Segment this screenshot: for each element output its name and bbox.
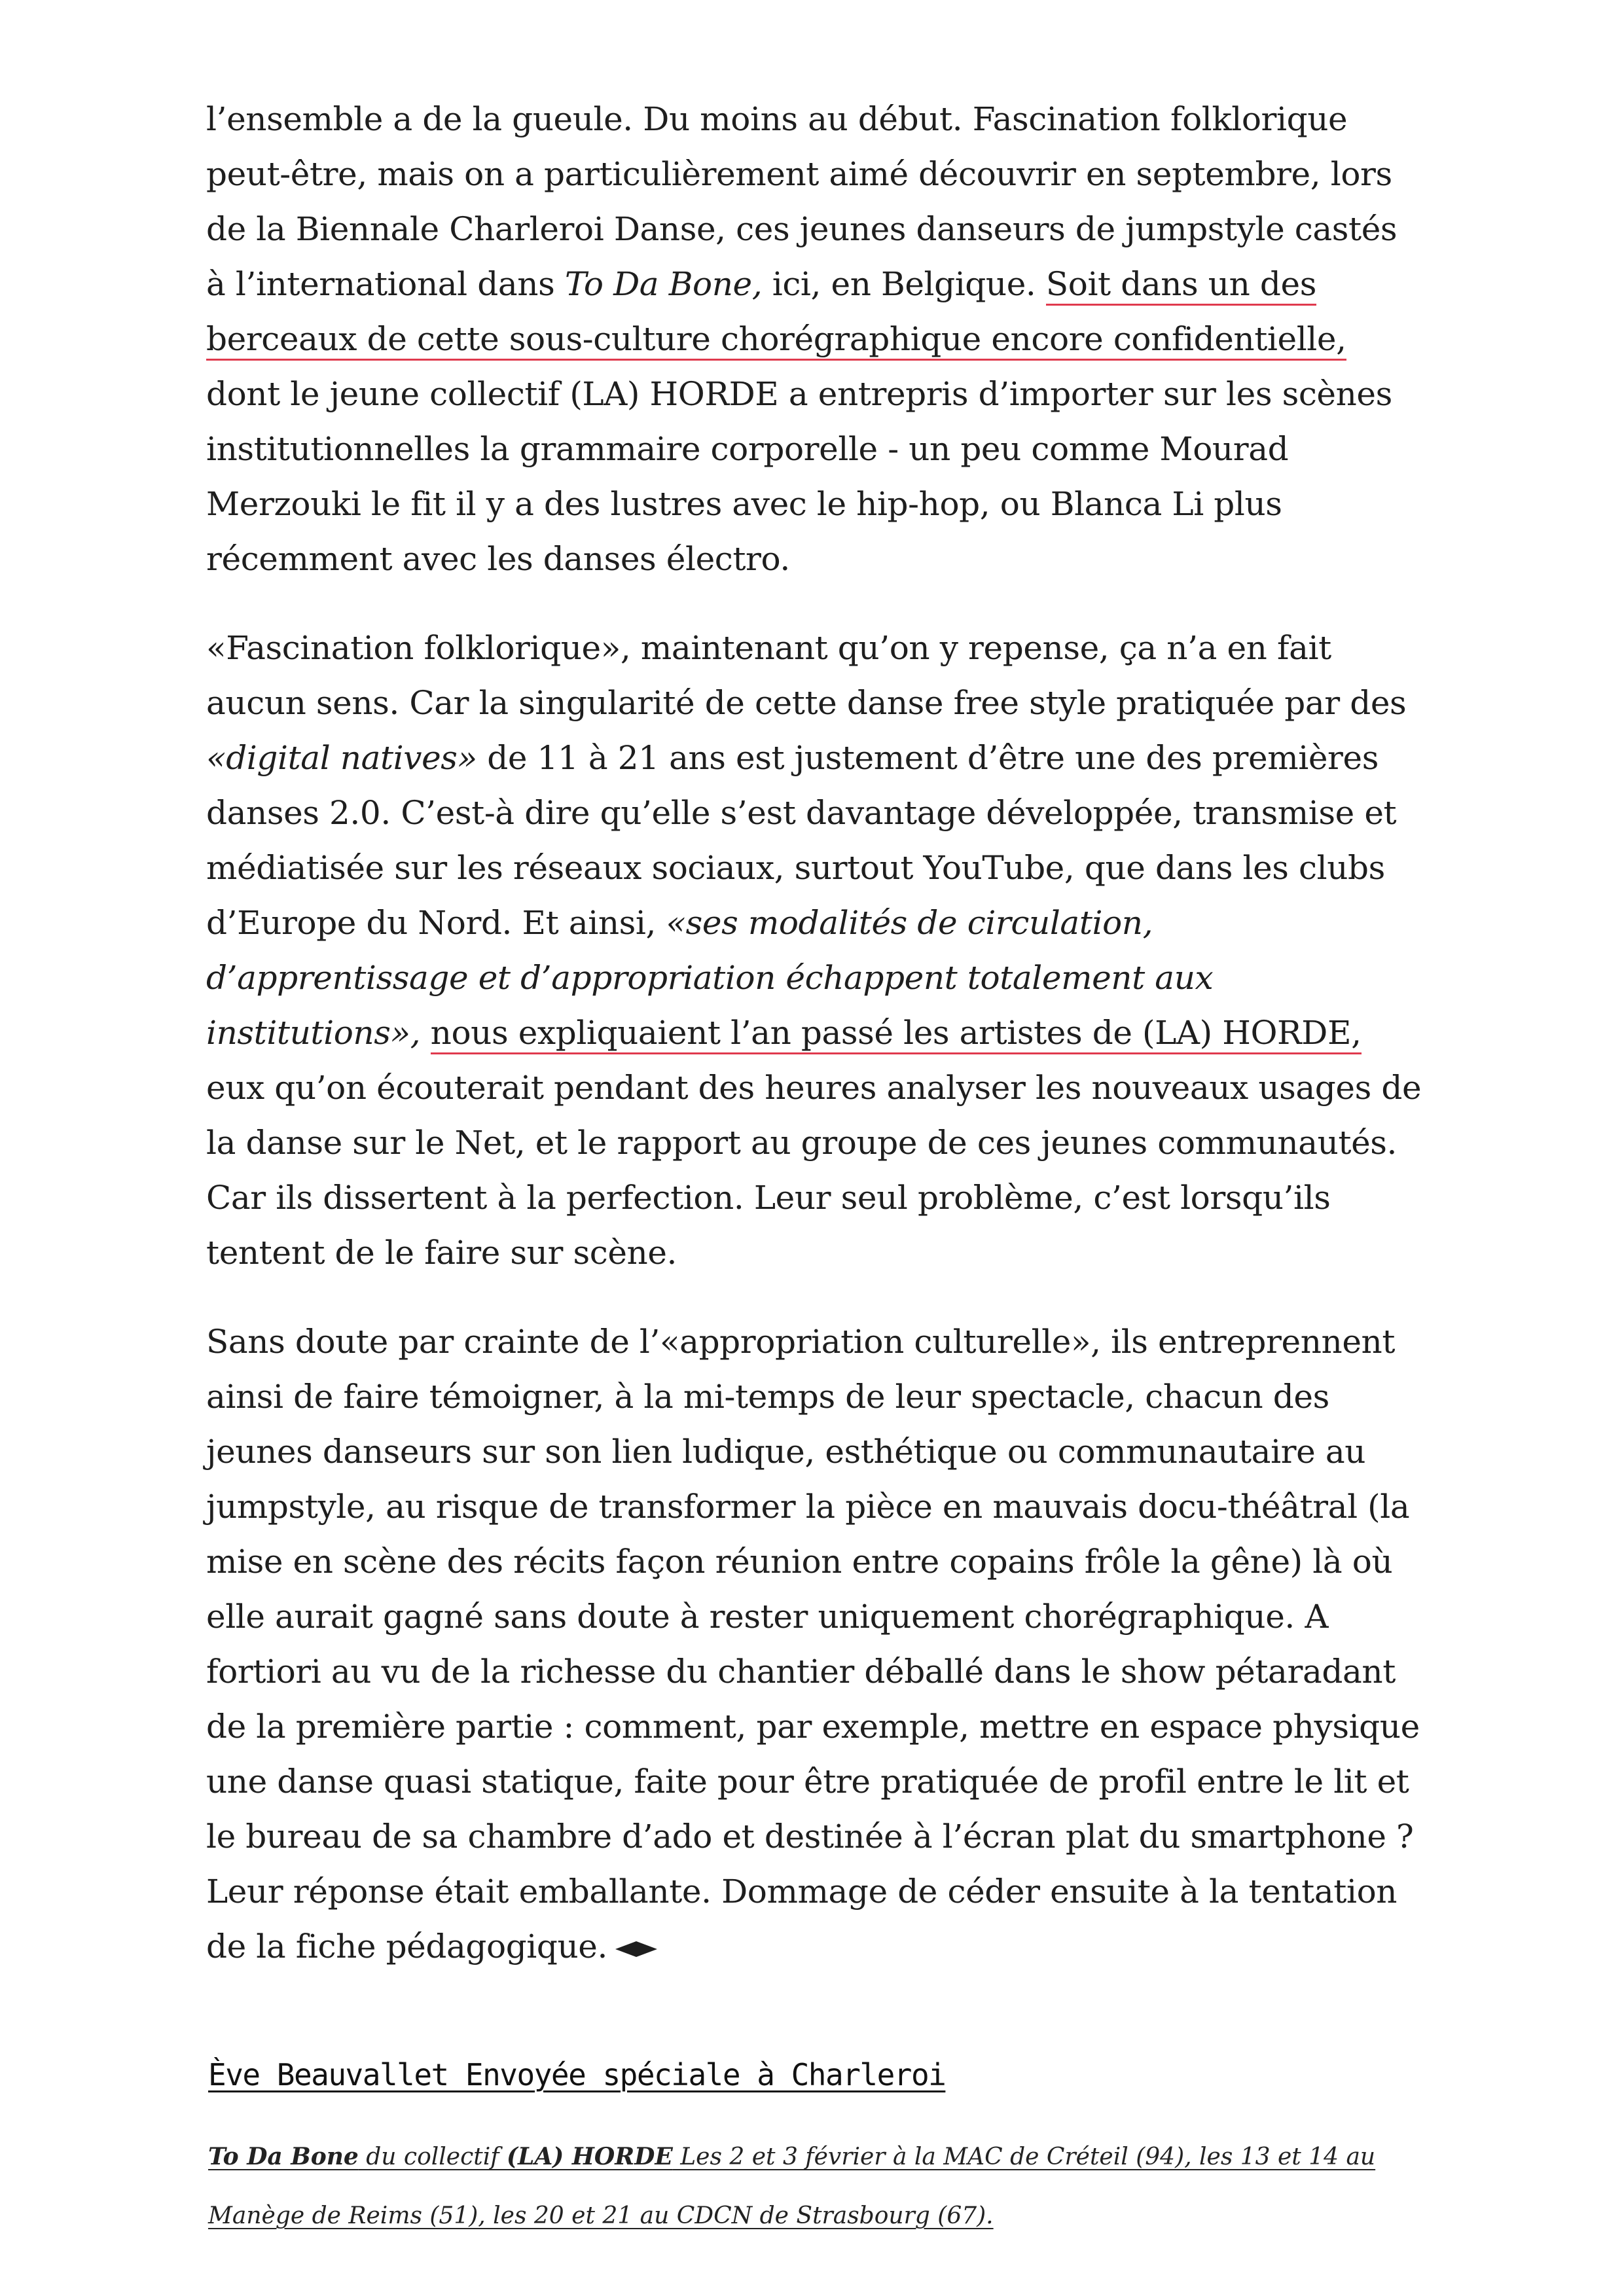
text-run: d’Europe du Nord. Et ainsi, xyxy=(206,904,666,942)
inline-link[interactable]: Soit dans un des xyxy=(1046,265,1316,306)
text-line xyxy=(206,1644,1450,1699)
credits-line[interactable] xyxy=(208,2127,1386,2187)
article-body xyxy=(206,92,1450,2008)
diamond-end-icon xyxy=(615,1941,657,1957)
italic-text: To Da Bone, xyxy=(564,265,763,303)
text-run: Manège de Reims (51), les 20 et 21 au CDCN de Strasbourg (67). xyxy=(208,2202,994,2229)
text-run: Sans doute par crainte de l’«appropriation culturelle», ils entreprennent xyxy=(206,1323,1396,1361)
text-line xyxy=(206,1170,1450,1225)
text-run: Car ils dissertent à la perfection. Leur seul problème, c’est lorsqu’ils xyxy=(206,1179,1331,1217)
text-run: jeunes danseurs sur son lien ludique, esthétique ou communautaire au xyxy=(206,1433,1366,1471)
text-line xyxy=(206,1534,1450,1589)
text-line xyxy=(206,1699,1450,1754)
text-line xyxy=(206,1369,1450,1424)
text-run: de la Biennale Charleroi Danse, ces jeunes danseurs de jumpstyle castés xyxy=(206,210,1398,248)
text-run: Les 2 et 3 février à la MAC de Créteil (94), les 13 et 14 au xyxy=(672,2144,1376,2170)
text-run: ici, en Belgique. xyxy=(762,265,1046,303)
text-run: de 11 à 21 ans est justement d’être une des premières xyxy=(477,739,1379,777)
text-run: de la première partie : comment, par exemple, mettre en espace physique xyxy=(206,1708,1420,1746)
text-line xyxy=(206,367,1450,422)
text-run: peut-être, mais on a particulièrement aimé découvrir en septembre, lors xyxy=(206,155,1392,193)
text-line xyxy=(206,422,1450,476)
text-line xyxy=(206,675,1450,730)
text-line xyxy=(206,92,1450,147)
author-byline[interactable]: Ève Beauvallet Envoyée spéciale à Charleroi xyxy=(208,2057,946,2092)
text-line xyxy=(206,202,1450,257)
text-run: l’ensemble a de la gueule. Du moins au début. Fascination folklorique xyxy=(206,100,1348,138)
text-run: récemment avec les danses électro. xyxy=(206,540,790,578)
paragraph xyxy=(206,92,1450,586)
text-line xyxy=(206,1754,1450,1809)
text-line xyxy=(206,1864,1450,1919)
text-line xyxy=(206,730,1450,785)
text-line xyxy=(206,1589,1450,1644)
paragraph xyxy=(206,620,1450,1280)
text-line xyxy=(206,1005,1450,1060)
text-run: le bureau de sa chambre d’ado et destinée à l’écran plat du smartphone ? xyxy=(206,1818,1414,1856)
text-run: fortiori au vu de la richesse du chantier déballé dans le show pétaradant xyxy=(206,1653,1396,1691)
text-run: une danse quasi statique, faite pour être pratiquée de profil entre le lit et xyxy=(206,1763,1409,1801)
text-run: elle aurait gagné sans doute à rester uniquement chorégraphique. A xyxy=(206,1598,1329,1636)
text-line xyxy=(206,950,1450,1005)
text-line xyxy=(206,1225,1450,1280)
text-line xyxy=(206,1060,1450,1115)
bold-text: To Da Bone xyxy=(208,2143,359,2170)
text-run: à l’international dans xyxy=(206,265,565,303)
text-run: institutionnelles la grammaire corporelle - un peu comme Mourad xyxy=(206,430,1289,468)
text-run: médiatisée sur les réseaux sociaux, surtout YouTube, que dans les clubs xyxy=(206,849,1385,887)
bold-text: (LA) HORDE xyxy=(507,2143,673,2170)
text-run: Merzouki le fit il y a des lustres avec le hip-hop, ou Blanca Li plus xyxy=(206,485,1282,523)
text-line xyxy=(206,1115,1450,1170)
credits-line[interactable] xyxy=(208,2187,1386,2246)
italic-text: institutions», xyxy=(206,1014,421,1052)
text-line xyxy=(206,312,1450,367)
text-line xyxy=(206,476,1450,531)
show-credits xyxy=(208,2127,1386,2246)
text-run: «Fascination folklorique», maintenant qu’on y repense, ça n’a en fait xyxy=(206,629,1331,667)
text-line xyxy=(206,785,1450,840)
italic-text: «ses modalités de circulation, xyxy=(666,904,1153,942)
text-line xyxy=(206,147,1450,202)
text-line xyxy=(206,1479,1450,1534)
text-run: mise en scène des récits façon réunion entre copains frôle la gêne) là où xyxy=(206,1543,1393,1581)
text-run: de la fiche pédagogique. xyxy=(206,1928,607,1965)
text-run: aucun sens. Car la singularité de cette danse free style pratiquée par des xyxy=(206,684,1407,722)
inline-link[interactable]: berceaux de cette sous-culture chorégraphique encore confidentielle, xyxy=(206,320,1346,361)
italic-text: d’apprentissage et d’appropriation échappent totalement aux xyxy=(206,959,1214,997)
text-line xyxy=(206,620,1450,675)
text-run: du collectif xyxy=(358,2144,507,2170)
text-line xyxy=(206,1314,1450,1369)
text-run: danses 2.0. C’est-à dire qu’elle s’est davantage développée, transmise et xyxy=(206,794,1397,832)
text-run: la danse sur le Net, et le rapport au groupe de ces jeunes communautés. xyxy=(206,1124,1398,1162)
paragraph xyxy=(206,1314,1450,1974)
text-line xyxy=(206,895,1450,950)
text-run: Leur réponse était emballante. Dommage de céder ensuite à la tentation xyxy=(206,1873,1398,1910)
text-line xyxy=(206,1809,1450,1864)
italic-text: «digital natives» xyxy=(206,739,477,777)
text-run: dont le jeune collectif (LA) HORDE a entrepris d’importer sur les scènes xyxy=(206,375,1392,413)
text-run xyxy=(420,1014,431,1052)
text-run: jumpstyle, au risque de transformer la pièce en mauvais docu-théâtral (la xyxy=(206,1488,1410,1526)
text-run: ainsi de faire témoigner, à la mi-temps de leur spectacle, chacun des xyxy=(206,1378,1329,1416)
inline-link[interactable]: nous expliquaient l’an passé les artistes de (LA) HORDE, xyxy=(431,1014,1362,1054)
text-line xyxy=(206,1424,1450,1479)
text-line xyxy=(206,531,1450,586)
text-run: eux qu’on écouterait pendant des heures analyser les nouveaux usages de xyxy=(206,1069,1422,1107)
text-line xyxy=(206,840,1450,895)
text-line xyxy=(206,257,1450,312)
text-run: tentent de le faire sur scène. xyxy=(206,1234,677,1272)
text-line xyxy=(206,1919,1450,1974)
